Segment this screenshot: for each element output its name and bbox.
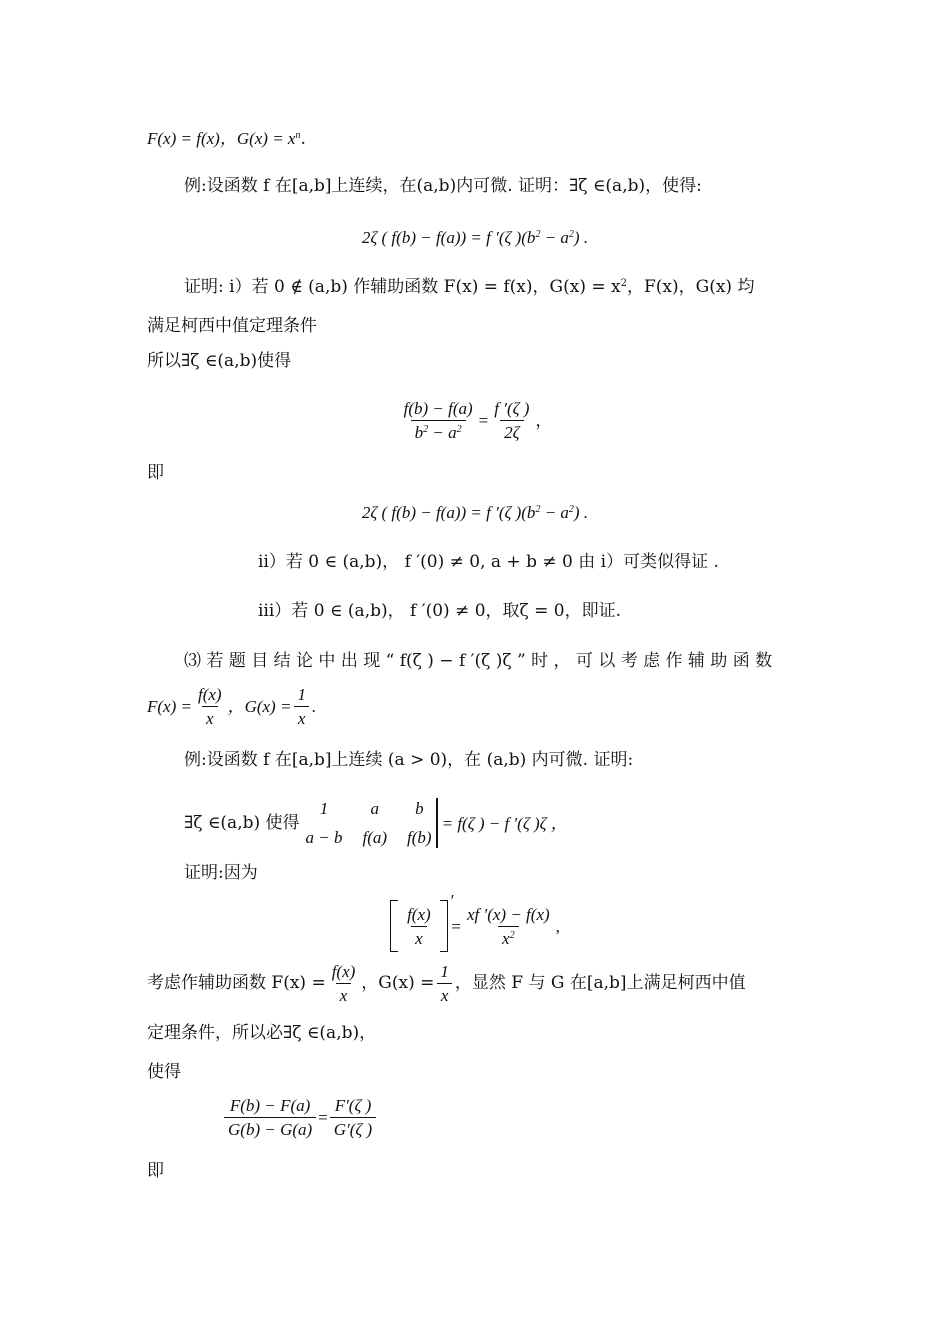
text-line: 即 — [147, 1161, 164, 1181]
text-line: 使得 — [147, 1062, 181, 1082]
text-line: 满足柯西中值定理条件 — [147, 316, 317, 336]
text-line: 考虑作辅助函数 F(x) = $\frac{f(x)}{x}$ ，G(x) = $\frac{1}{x}$ ，显然 F 与 G 在[a,b]上满足柯西中值 — [147, 962, 746, 1005]
equation: 2ζ ( f(b) − f(a)) = f ′(ζ )$(b^2 - a^2)$ . — [361, 228, 589, 247]
text-line: F(x) = f(x)，$G(x) = x^n$. — [147, 129, 306, 149]
equation: $\frac{F(b) - F(a)}{G(b) - G(a)}$ = $\frac{F'(\zeta )}{G'(\zeta )}$ — [222, 1097, 378, 1138]
text-line: 定理条件，所以必∃ζ ∈(a,b)， — [147, 1023, 377, 1043]
equation: 2ζ ( f(b) − f(a)) = f ′(ζ )$(b^2 - a^2)$ . — [361, 503, 589, 522]
square-bracket: $\frac{f(x)}{x}$ — [390, 900, 448, 952]
equation: $\frac{f(x)}{x}$ ′ = $\frac{xf '(x) - f(x)}{x^2}$ , — [0, 900, 950, 952]
determinant-equation: ∃ζ ∈(a,b) 使得 1 a b a − b f(a) f(b) = f(ζ ) − f ′(ζ )ζ ， — [184, 799, 568, 847]
equation: $\frac{f(b) - f(a)}{b^2 - a^2}$ = $\frac{f '(\zeta )}{2\zeta}$ ， — [403, 399, 553, 442]
text-line: ⅲ）若 0 ∈ (a,b)， f ′(0) ≠ 0，取ζ = 0，即证. — [258, 601, 622, 621]
text-line: 即 — [147, 463, 164, 483]
text-line: ⅱ）若 0 ∈ (a,b)， f ′(0) ≠ 0, a + b ≠ 0 由 ⅰ）可类似得证 . — [258, 552, 719, 572]
text-line: 证明: ⅰ）若 0 ∉ (a,b) 作辅助函数 F(x) = f(x)，$G(x) = x^2$，F(x)，G(x) 均 — [184, 277, 755, 297]
text-line: 例:设函数 f 在[a,b]上连续 (a > 0)，在 (a,b) 内可微. 证明: — [184, 750, 634, 770]
text-line: 例:设函数 f 在[a,b]上连续，在(a,b)内可微. 证明：∃ζ ∈(a,b)，使得: — [184, 176, 702, 196]
text-line: ⑶ 若 题 目 结 论 中 出 现 “ f(ζ ) − f ′(ζ )ζ ” 时 ， 可 以 考 虑 作 辅 助 函 数 — [184, 651, 773, 671]
text-line: 所以∃ζ ∈(a,b)使得 — [147, 351, 292, 371]
determinant: 1 a b a − b f(a) f(b) — [306, 798, 438, 848]
text-line: 证明:因为 — [184, 863, 258, 883]
equation: F(x) = $\frac{f(x)}{x}$ ，G(x) = $\frac{1}{x}$ . — [147, 685, 317, 728]
